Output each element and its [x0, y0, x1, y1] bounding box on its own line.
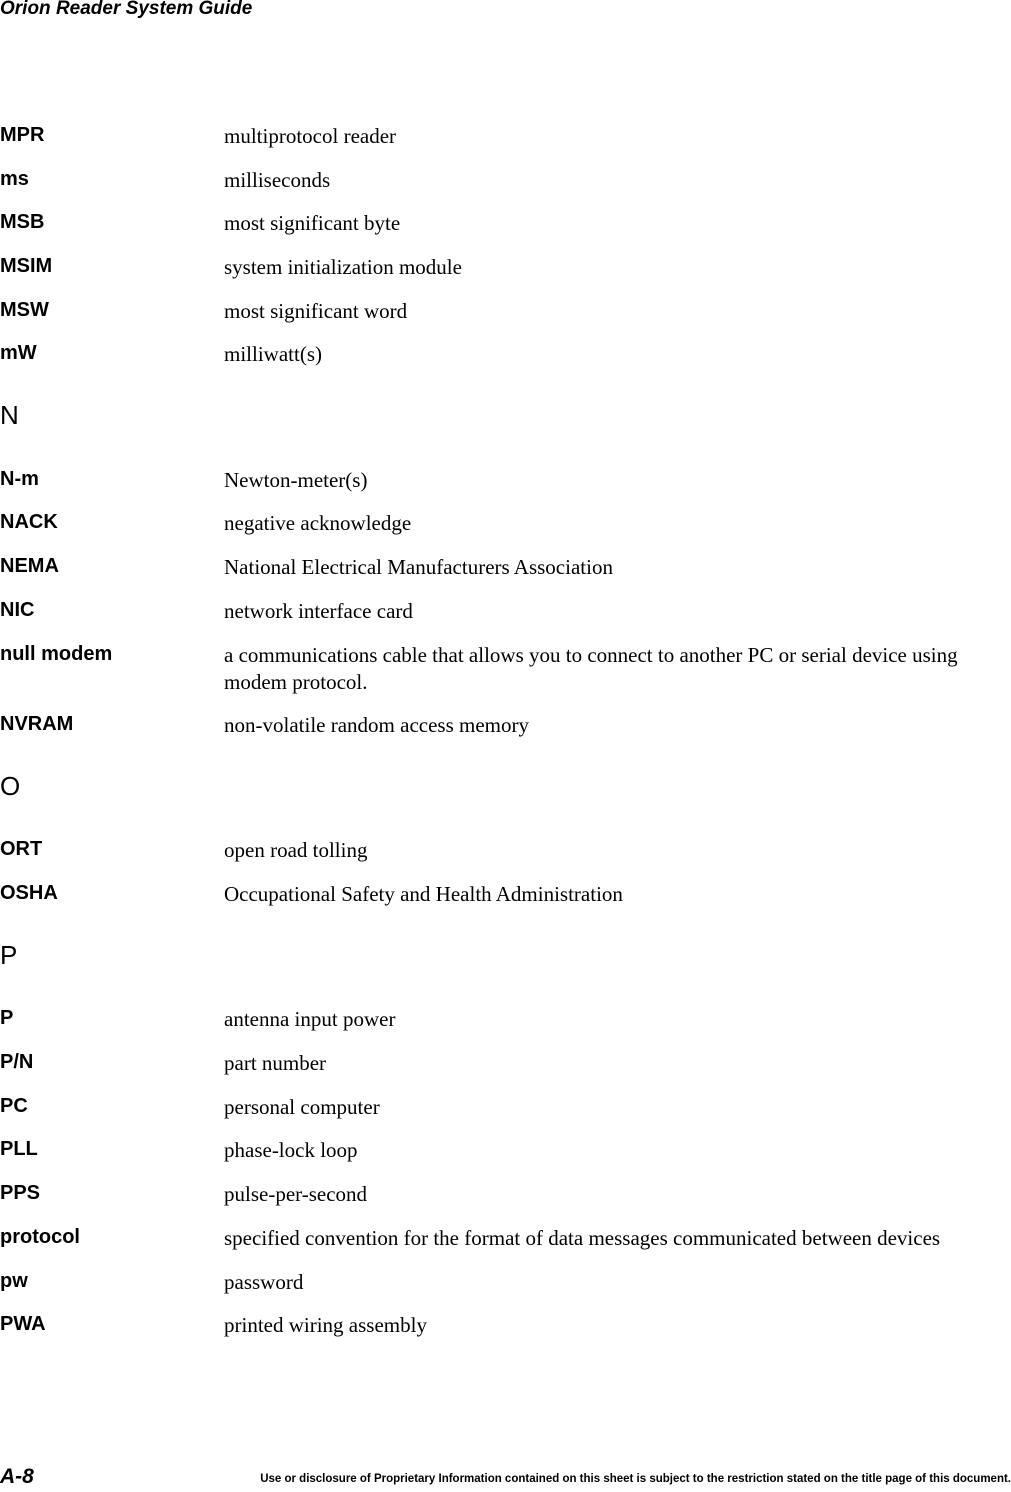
glossary-term: NVRAM: [0, 713, 74, 735]
glossary-definition: personal computer: [224, 1095, 380, 1119]
glossary-definition: phase-lock loop: [224, 1138, 358, 1162]
glossary-definition: most significant word: [224, 299, 408, 323]
glossary-term: NACK: [0, 511, 58, 533]
glossary-definition: most significant byte: [224, 211, 401, 235]
glossary-definition: printed wiring assembly: [224, 1313, 427, 1337]
glossary-term: OSHA: [0, 882, 58, 904]
glossary-definition: open road tolling: [224, 838, 368, 862]
section-letter-heading: O: [0, 771, 21, 801]
glossary-definition: milliwatt(s): [224, 342, 322, 366]
proprietary-notice: Use or disclosure of Proprietary Information contained on this sheet is subject to the restriction stated on the title page of this document.: [260, 1473, 1011, 1485]
glossary-definition: system initialization module: [224, 255, 462, 279]
glossary-term: NIC: [0, 599, 35, 621]
glossary-term: NEMA: [0, 555, 59, 577]
section-letter-heading: P: [0, 940, 18, 970]
glossary-term: protocol: [0, 1226, 80, 1248]
glossary-term: mW: [0, 342, 37, 364]
glossary-definition: a communications cable that allows you to connect to another PC or serial device using modem protocol.: [224, 643, 958, 694]
glossary-term: ms: [0, 168, 29, 190]
glossary-definition: multiprotocol reader: [224, 124, 397, 148]
glossary-definition: non-volatile random access memory: [224, 713, 529, 737]
running-header: Orion Reader System Guide: [0, 0, 253, 19]
glossary-definition: antenna input power: [224, 1007, 396, 1031]
section-letter-heading: N: [0, 400, 19, 430]
glossary-term: null modem: [0, 643, 113, 665]
glossary-definition: pulse-per-second: [224, 1182, 368, 1206]
glossary-term: PWA: [0, 1313, 46, 1335]
glossary-definition: negative acknowledge: [224, 511, 412, 535]
glossary-term: P/N: [0, 1051, 34, 1073]
glossary-term: MSIM: [0, 255, 53, 277]
glossary-term: P: [0, 1007, 14, 1029]
glossary-term: N-m: [0, 468, 39, 490]
glossary-term: PC: [0, 1095, 28, 1117]
glossary-term: MPR: [0, 124, 45, 146]
glossary-term: MSB: [0, 211, 45, 233]
glossary-term: ORT: [0, 838, 43, 860]
glossary-definition: specified convention for the format of data messages communicated between devices: [224, 1226, 941, 1250]
glossary-definition: Newton-meter(s): [224, 468, 368, 492]
glossary-term: PLL: [0, 1138, 38, 1160]
glossary-term: PPS: [0, 1182, 41, 1204]
glossary-definition: National Electrical Manufacturers Association: [224, 555, 613, 579]
glossary-term: MSW: [0, 299, 49, 321]
glossary-definition: part number: [224, 1051, 327, 1075]
glossary-definition: milliseconds: [224, 168, 331, 192]
glossary-definition: Occupational Safety and Health Administration: [224, 882, 623, 906]
glossary-definition: network interface card: [224, 599, 413, 623]
glossary-definition: password: [224, 1270, 304, 1294]
glossary-term: pw: [0, 1270, 28, 1292]
page-number: A-8: [0, 1465, 34, 1488]
